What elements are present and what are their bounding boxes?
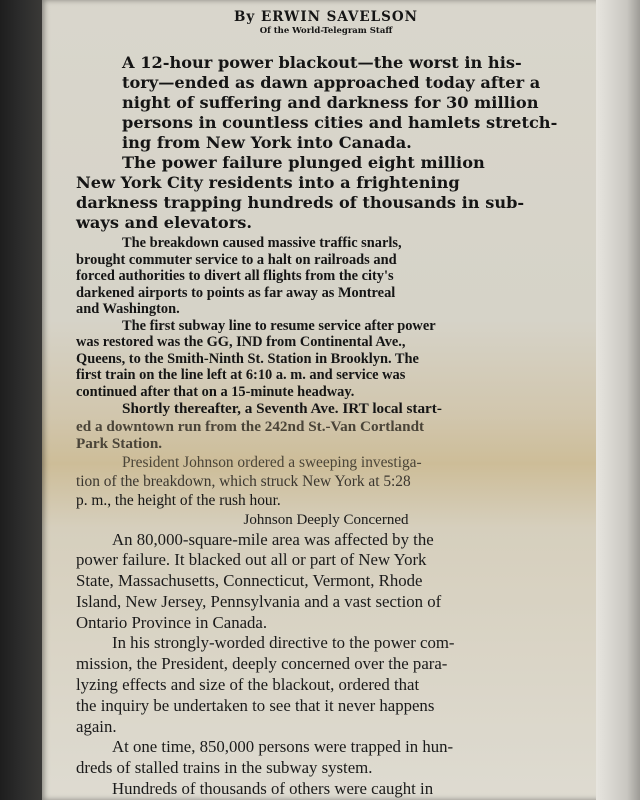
text-line: tory—ended as dawn approached today after a <box>122 73 541 92</box>
text-line: forced authorities to divert all flights from the city's <box>76 268 394 284</box>
text-line: The power failure plunged eight million <box>122 153 485 172</box>
paragraph-traffic <box>76 235 576 318</box>
text-line: Ontario Province in Canada. <box>76 612 268 632</box>
text-line: tion of the breakdown, which struck New York at 5:28 <box>76 472 411 490</box>
text-line: The first subway line to resume service after power <box>122 317 436 334</box>
text-line: Hundreds of thousands of others were caught in <box>112 779 434 799</box>
text-line: mission, the President, deeply concerned over the para- <box>76 654 448 674</box>
text-line: dreds of stalled trains in the subway system. <box>76 758 373 778</box>
text-line: p. m., the height of the rush hour. <box>76 491 281 509</box>
paragraph-area <box>76 530 576 634</box>
text-line: New York City residents into a frightening <box>76 173 460 192</box>
text-line: again. <box>76 716 117 736</box>
text-line: ing from New York into Canada. <box>122 133 412 152</box>
article-column <box>76 8 576 800</box>
text-line: A 12-hour power blackout—the worst in his- <box>122 53 522 72</box>
text-line: In his strongly-worded directive to the power com- <box>112 633 455 653</box>
text-line: At one time, 850,000 persons were trapped in hun- <box>112 737 454 757</box>
paragraph-trapped <box>76 737 576 779</box>
text-line: first train on the line left at 6:10 a. m. and service was <box>76 367 406 383</box>
text-line: darkness trapping hundreds of thousands in sub- <box>76 193 525 212</box>
text-line: continued after that on a 15-minute headway. <box>76 383 355 400</box>
paragraph-investigation <box>76 453 576 510</box>
text-line: Park Station. <box>76 435 163 452</box>
paragraph-subway <box>76 318 576 401</box>
adjacent-page-edge <box>596 0 640 800</box>
text-line: State, Massachusetts, Connecticut, Vermont, Rhode <box>76 571 423 591</box>
byline: By ERWIN SAVELSON <box>233 9 419 25</box>
lead-paragraph-1 <box>76 53 576 153</box>
text-line: persons in countless cities and hamlets stretch- <box>122 113 558 132</box>
text-line: President Johnson ordered a sweeping investiga- <box>122 453 422 471</box>
paragraph-directive <box>76 633 576 737</box>
text-line: and Washington. <box>76 301 180 317</box>
text-line: lyzing effects and size of the blackout, ordered that <box>76 675 420 695</box>
text-line: brought commuter service to a halt on railroads and <box>76 251 397 268</box>
paragraph-cutoff <box>76 779 576 800</box>
text-line: darkened airports to points as far away as Montreal <box>76 284 396 301</box>
staff-credit: Of the World-Telegram Staff <box>259 26 393 36</box>
text-line: was restored was the GG, IND from Continental Ave., <box>76 334 406 350</box>
text-line: Shortly thereafter, a Seventh Ave. IRT local start- <box>122 400 442 417</box>
text-line: An 80,000-square-mile area was affected by the <box>112 529 434 549</box>
page-edge-shadow <box>0 0 48 800</box>
text-line: The breakdown caused massive traffic snarls, <box>122 235 402 251</box>
paragraph-irt <box>76 400 576 453</box>
text-line: ways and elevators. <box>76 213 252 232</box>
text-line: power failure. It blacked out all or part of New York <box>76 550 427 570</box>
text-line: night of suffering and darkness for 30 million <box>122 93 539 112</box>
text-line: the inquiry be undertaken to see that it never happens <box>76 695 435 715</box>
lead-paragraph-2 <box>76 153 576 233</box>
text-line: Island, New Jersey, Pennsylvania and a vast section of <box>76 591 442 611</box>
text-line: ed a downtown run from the 242nd St.-Van Cortlandt <box>76 417 425 435</box>
text-line: Queens, to the Smith-Ninth St. Station in Brooklyn. The <box>76 350 419 367</box>
subheading: Johnson Deeply Concerned <box>243 511 409 528</box>
